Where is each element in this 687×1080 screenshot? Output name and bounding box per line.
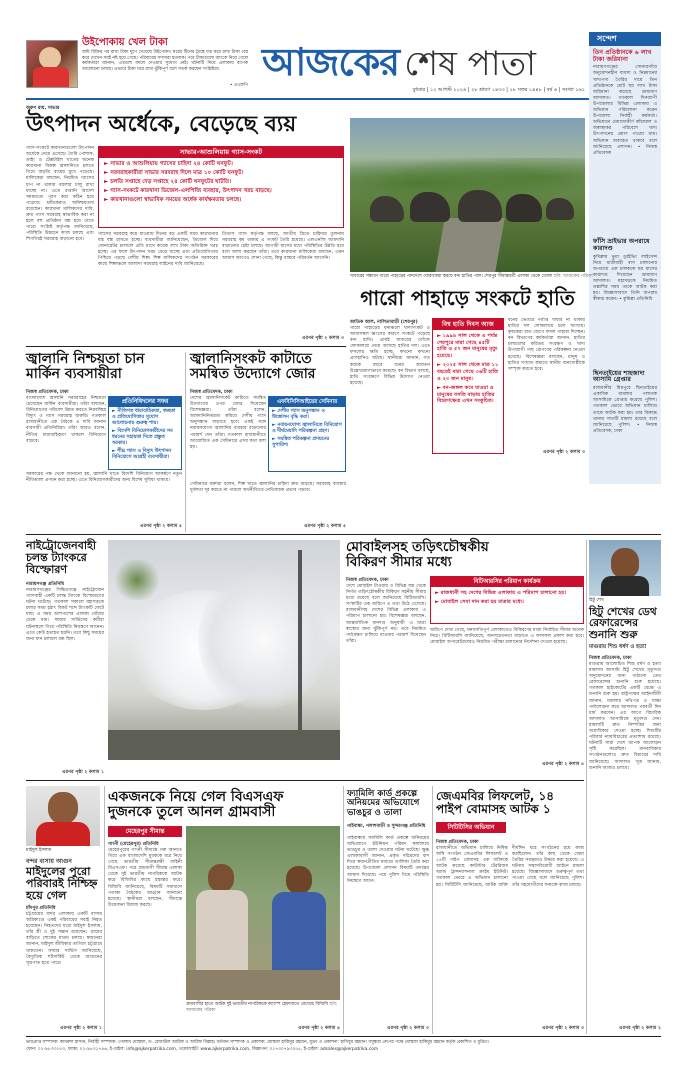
elephant-byline: আতিক আল, নালিতাবাড়ী (শেরপুর) (350, 320, 418, 325)
bsf-headline: একজনকে নিয়ে গেল বিএসএফ দুজনকে তুলে আনল গ্রামবাসী (108, 789, 284, 821)
column-rule (343, 786, 344, 1034)
elephant-body-right: বনের ভেতরে পর্যাপ্ত খাবার না থাকায় হাতির দল লোকালয়ে চলে আসছে। কৃষকেরা রাত জেগে ফসল পাহারা দিচ্ছেন। বন বিভাগের কর্মকর্তারা জানান, হাতির চলাচলের করিডর সংরক্ষণ ও খাদ্য উপযোগী গাছ রোপণের পরিকল্পনা নেওয়া হয়েছে। বিশেষজ্ঞরা বলছেন, মানুষ ও হাতির সংঘাত কমাতে স্থানীয় জনগোষ্ঠীকে সম্পৃক্ত করতে হবে। (508, 318, 585, 372)
mobile-box-list (431, 587, 583, 610)
energy2-box-item: ► দেশীয় গ্যাস অনুসন্ধান ও উত্তোলন বৃদ্ধি করা। (272, 409, 325, 420)
explosion-body: নারায়ণগঞ্জের সিদ্ধিরগঞ্জে নাইট্রোজেন গ্যাসবাহী একটি চলন্ত ট্যাংকে বিস্ফোরণের ঘটনা ঘটেছে। গতকাল সকালে মহাসড়কে চলার সময় হঠাৎ বিকট শব্দে ট্যাংকটি ফেটে যায়। এ সময় আশপাশের এলাকা ধোঁয়ায় ঢেকে যায়। ফায়ার সার্ভিসের কর্মীরা ঘটনাস্থলে গিয়ে পরিস্থিতি নিয়ন্ত্রণে আনেন। এতে কেউ হতাহত হয়নি। তবে কিছু সময়ের জন্য যান চলাচল বন্ধ ছিল। (26, 588, 104, 642)
mobile-body2: জরিপে দেখা গেছে, ঘনবসতিপূর্ণ এলাকাতেও বিকিরণের মাত্রা নির্ধারিত সীমার অনেক নিচে। বিটিআরসি জানিয়েছে, জনসচেতনতা বাড়াতে এ ফলাফল প্রকাশ করা হবে। মোবাইল অপারেটরদেরও নিয়মিত পরীক্ষা চালানোর নির্দেশনা দেওয়া হয়েছে। (430, 628, 584, 646)
energy2-box (268, 396, 346, 472)
energy2-box-list (269, 407, 345, 453)
teaser-body: জমি বিক্রির পর রাখা টাকা ঘুণে খেয়েছে উইপোকা। ঘরের টিনের ট্রাঙ্কে যত্ন করে রাখা টাকা বের করে দেখেন সবই নষ্ট হয়ে গেছে। পরিবারের সদস্যরা হতবাক। পরে টাকাগুলো ব্যাংকে নিয়ে গেলে কর্মকর্তারা জানান, এগুলো বদলে দেওয়ার সুযোগ নেই। ঘটনাটি নিয়ে এলাকায় ব্যাপক আলোচনা চলছে। এভাবে টাকা ঘরে রাখা ঝুঁকিপূর্ণ বলে সতর্ক করছেন সংশ্লিষ্টরা। (82, 50, 248, 72)
energy2-body2: সেমিনারে বক্তারা বলেন, শিল্প খাতে জ্বালানির চাহিদা দ্রুত বাড়ছে। সরবরাহ ব্যবস্থার দুর্বলতা দূর করতে না পারলে অর্থনীতিতে নেতিবাচক প্রভাব পড়বে। (190, 482, 346, 494)
divider (26, 780, 584, 781)
lead-body-left: গ্যাস-সংকটে কারখানাগুলো উৎপাদন অর্ধেকে নেমে এসেছে। তৈরি পোশাক, ডাইং ও টেক্সটাইল খাতের অনেক কারখানা বিকল্প জ্বালানিতে চলতে গিয়ে বাড়তি ব্যয়ের মুখে পড়েছে। মালিকেরা বলছেন, নিয়মিত গ্যাসের চাপ না থাকায় বয়লার চালু রাখা যাচ্ছে না। এতে রপ্তানি আদেশ সময়মতো পূরণ করা কঠিন হয়ে পড়েছে। শ্রমিকেরাও অনিশ্চয়তায় রয়েছেন। কারখানা মালিকদের দাবি, দ্রুত গ্যাস সরবরাহ স্বাভাবিক করা না হলে বহু প্রতিষ্ঠান বন্ধ হয়ে যেতে পারে। সংশ্লিষ্ট কর্তৃপক্ষ জানিয়েছে, পরিস্থিতি উন্নয়নে কাজ চলছে এবং শিগগিরই সরবরাহ বাড়ানো হবে। (26, 146, 94, 243)
mobile-box-item: ► মোবাইল সেবা দান করা হয় মাত্রার মধ্যে। (435, 598, 524, 605)
lead-continued: এরপর পৃষ্ঠা ২ কলাম ৩ (302, 336, 344, 341)
sondesh-item1-body: নারায়ণগঞ্জের সোনারগাঁয়ে অনুমোদনহীন ব্যবসা ও নিম্নমানের খাদ্যপণ্য তৈরির দায়ে তিন প্রতিষ্ঠানকে মোট ছয় লাখ টাকা জরিমানা করেছে ভ্রাম্যমাণ আদালত। গতকাল দিনব্যাপী উপজেলার বিভিন্ন এলাকায় এ অভিযান পরিচালনা করেন উপজেলা নির্বাহী কর্মকর্তা। অভিযানে মেয়াদোত্তীর্ণ কাঁচামাল ও অস্বাস্থ্যকর পরিবেশে খাদ্য উৎপাদনের প্রমাণ পাওয়া যায়। অভিযান অব্যাহত থাকবে বলে জানিয়েছে প্রশাসন। • নিজস্ব প্রতিবেদক (593, 65, 657, 156)
hitu-body: মাগুরায় আলোচিত শিশু ধর্ষণ ও হত্যা মামলায় আসামি হিটু শেখের মৃত্যুদণ্ড অনুমোদনের জন্য পাঠানো ডেথ রেফারেন্সের শুনানি শুরু হয়েছে। গতকাল হাইকোর্টের একটি বেঞ্চে এ শুনানি শুরু হয়। রাষ্ট্রপক্ষের আইনজীবী জানান, মামলার নথিপত্র ও সাক্ষ্য পর্যালোচনা করে আদালত পরবর্তী দিন ধার্য করবেন। এর আগে বিচারিক আদালত আসামিকে মৃত্যুদণ্ড দেন। মামলাটি দ্রুত নিষ্পত্তির জন্য অগ্রাধিকার দেওয়া হচ্ছে। শিশুটির পরিবার ন্যায়বিচারের প্রত্যাশায় রয়েছে। ঘটনাটি সারা দেশে ব্যাপক আলোড়ন সৃষ্টি করেছিল। মানবাধিকার সংগঠনগুলোও দ্রুত বিচারের দাবি জানিয়েছে। আদালত সূত্র জানায়, শুনানি আজও চলবে। (589, 662, 661, 771)
maidul-tag: বন্দর বাসায় আগুন (26, 858, 72, 865)
energy1-byline: নিজস্ব প্রতিবেদক, ঢাকা (26, 390, 69, 395)
bsf-body: মেহেরপুরের গাংনী সীমান্তে গরু আনতে গিয়ে এক বাংলাদেশি যুবককে ধরে নিয়ে গেছে ভারতীয় সীমান্তরক্ষী বাহিনী বিএসএফ। পরে গ্রামবাসী সীমান্ত এলাকা থেকে দুই ভারতীয় নাগরিককে আটক করে বিজিবির কাছে হস্তান্তর করে। বিজিবি জানিয়েছে, বিষয়টি সমাধানে পতাকা বৈঠকের আহ্বান জানানো হয়েছে। স্থানীয়রা বলছেন, সীমান্তে উত্তেজনা বিরাজ করছে। (108, 848, 182, 908)
hitu-continued: এরপর পৃষ্ঠা ২ কলাম ২ (619, 1026, 661, 1031)
lead-byline: অরুণ রায়, সাভার (26, 106, 60, 111)
family-byline: গাইবান্ধা, পলাশবাড়ী ও সুন্দরগঞ্জ প্রতিনিধি (347, 824, 426, 829)
masthead-rule (26, 98, 661, 100)
column-rule (104, 786, 105, 1034)
mobile-headline: মোবাইলসহ তড়িৎচৌম্বকীয় বিকিরণ সীমার মধ্যে (346, 539, 489, 570)
divider (26, 534, 661, 535)
lead-headline: উৎপাদন অর্ধেকে, বেড়েছে ব্যয় (26, 112, 297, 137)
bsf-byline: গাংনী (মেহেরপুর) প্রতিনিধি (108, 842, 159, 847)
maidul-headline: মাইদুলের পুরো পরিবারই নিশ্চিহ্ন হয়ে গেল (26, 865, 98, 902)
lead-fact-item: ► সরবরাহকারীরা সাভার সরবরাহ দিলে মাত্র ১০ কোটি ঘনফুট। (104, 170, 244, 176)
energy1-box-item: ► নীতিগত ধারাবাহিকতা, স্বচ্ছতা ও প্রতিযোগিতার সুযোগ আলোচনায় গুরুত্ব পায়। (112, 409, 176, 426)
sondesh-item1-title: তিন প্রতিষ্ঠানকে ৬ লাখ টাকা জরিমানা (593, 49, 652, 63)
lead-fact-item: ► সাভার ও আশুলিয়ায় গ্যাসের চাহিদা ২৪ কোটি ঘনফুট। (104, 161, 233, 167)
hitu-byline: নিজস্ব প্রতিবেদক, ঢাকা (589, 656, 632, 661)
sondesh-item2-title: ফাঁসি ভ্রাইভার অপরাধে কারাদণ্ড (593, 238, 650, 253)
lead-fact-item: ► গ্যাস-সংকটে কারখানা ডিজেল-এলপিজি ব্যবহার, উৎপাদন খরচ বাড়ছে। (104, 188, 272, 194)
elephant-day-list (433, 330, 503, 410)
mobile-box (430, 576, 584, 624)
explosion-photo (108, 540, 340, 760)
elephant-day-item: ► ২০২৫ সাল থেকে মাত্র ১১ বছরেই মারা গেছে ৩৬টি হাতি ও ২৩ জন মানুষ। (437, 362, 499, 382)
logo-left: আজকের (262, 40, 400, 84)
lead-factbox-list (99, 158, 343, 209)
maidul-body: চট্টগ্রামের বন্দর এলাকায় একটি বাসায় অগ্নিকাণ্ডে একই পরিবারের সবাই নিহত হয়েছেন। নিহতদের মধ্যে মাইদুল ইসলাম, তাঁর স্ত্রী ও দুই সন্তান রয়েছেন। গ্রামের বাড়িতে শোকের মাতম চলছে। স্বজনেরা জানান, মাইদুল জীবিকার তাগিদে চট্টগ্রামে থাকতেন। ফায়ার সার্ভিস জানিয়েছে, বৈদ্যুতিক শর্টসার্কিট থেকে আগুনের সূত্রপাত হতে পারে। (26, 912, 102, 966)
sondesh-item3-body: রাজধানীর মিরপুরে ছিনতাইয়ের একাধিক মামলার পলাতক আসামিকে গ্রেপ্তার করেছে পুলিশ। গতকাল ভোরে অভিযান চালিয়ে তাকে আটক করা হয়। তার বিরুদ্ধে থানায় সাতটি মামলা রয়েছে বলে জানিয়েছে পুলিশ। • নিজস্ব প্রতিবেদক, ঢাকা (593, 386, 657, 434)
explosion-headline: নাইট্রোজেনবাহী চলন্ত ট্যাংকরে বিস্ফোরণ (26, 539, 96, 576)
hitu-photo-label: হিটু শেখ (589, 598, 604, 603)
explosion-continued: এরপর পৃষ্ঠা ২ কলাম ১ (62, 770, 104, 775)
energy1-box (108, 396, 182, 470)
maidul-photo (26, 786, 100, 846)
logo-right: শেষ পাতা (404, 44, 536, 84)
energy1-box-list (109, 407, 181, 465)
elephant-day-box (432, 318, 504, 454)
jmb-continued: এরপর পৃষ্ঠা ২ কলাম ৩ (542, 1026, 584, 1031)
lead-factbox-title: সাভার-আশুলিয়ায় গ্যাস-সংকট (99, 147, 343, 158)
column-rule (185, 352, 186, 532)
lead-factbox (98, 146, 344, 228)
sondesh-column (589, 32, 661, 484)
energy1-box-title: প্রতিনিধিদলের সফর (109, 397, 181, 407)
teaser-signature: • এএফপি (229, 83, 248, 88)
masthead-logo (262, 33, 582, 83)
mobile-body: দেশে মোবাইল টাওয়ার ও বিভিন্ন যন্ত্র থেকে নির্গত তড়িৎচৌম্বকীয় বিকিরণ সহনীয় সীমার মধ্যে রয়েছে বলে জানিয়েছে বিটিআরসি। সংস্থাটির এক জরিপে এ তথ্য উঠে এসেছে। রাজধানীসহ দেশের বিভিন্ন এলাকায় এ পরিমাপ চালানো হয়। বিশেষজ্ঞরা বলছেন, আন্তর্জাতিক মানদণ্ড অনুযায়ী এ মাত্রা স্বাস্থ্যের জন্য ঝুঁকিপূর্ণ নয়। তবে নিয়মিত পর্যবেক্ষণ চালিয়ে যাওয়ার পরামর্শ দিয়েছেন তাঁরা। (346, 584, 426, 644)
elephant-caption: খাবারের সন্ধানে গারো পাহাড়ের পাদদেশে ঘোরাফেরা করছে বন্য হাতির পাল। শেরপুর সীমান্তবর্তী এলাকা থেকে তোলা ছবি: আজকের পত্রিকা (350, 274, 593, 279)
mobile-byline: নিজস্ব প্রতিবেদক, ঢাকা (346, 578, 389, 583)
elephant-day-item: ► বন-জঙ্গল কমে যাওয়া ও মানুষের বসতি বাড়ায় হাতির বিচরণক্ষেত্র এখন সংকুচিত। (437, 385, 495, 405)
maidul-photo-label: মাইদুল ইসলাম (26, 848, 52, 853)
bsf-tag: মেহেরপুর সীমান্ত (108, 826, 182, 837)
maidul-byline: চাঁদপুর প্রতিনিধি (26, 906, 56, 911)
energy2-byline: নিজস্ব প্রতিবেদক, ঢাকা (190, 390, 233, 395)
energy1-body2: সরকারের পক্ষ থেকে জানানো হয়, জ্বালানি খাতে বিদেশি বিনিয়োগ আকর্ষণে নতুন নীতিমালা প্রণয়ন করা হচ্ছে। এতে বিনিয়োগকারীদের জন্য বিশেষ সুবিধা থাকবে। (26, 472, 182, 484)
dateline: বুধবার | ১২ আগস্ট ২০২৬ | ২৮ শ্রাবণ ১৪৩৩ | ২৮ সফর ১৪৪৮ | বর্ষ ৬ | সংখ্যা ১৬২ (412, 87, 585, 93)
mobile-box-title: বিটিআরসির পরিমাপ কার্যক্রম (431, 577, 583, 587)
bsf-photo (186, 826, 340, 1000)
mobile-box-item: ► রাজধানী সহ দেশের বিভিন্ন এলাকায় এ পরিমাপ চালানো হয়। (435, 590, 567, 596)
footer-rule (26, 1036, 661, 1037)
column-rule (586, 540, 587, 1034)
maidul-continued: এরপর পৃষ্ঠা ২ কলাম ১ (60, 1026, 102, 1031)
energy2-box-item: ► সমন্বিত পরিকল্পনা প্রণয়নের সুপারিশ। (272, 437, 330, 448)
energy2-box-title: এফবিসিসিআইয়ের সেমিনার (269, 397, 345, 407)
lead-fact-item: ► কারখানাগুলো স্বাভাবিক সময়ের অর্ধেক কার্যক্ষমতায় চলছে। (104, 197, 242, 203)
explosion-byline: নারায়ণগঞ্জ প্রতিনিধি (26, 582, 65, 587)
elephant-day-title: বিশ্ব হাতি দিবস আজ (433, 319, 503, 330)
divider (26, 346, 346, 347)
family-headline: ফ্যামিলি কার্ড প্রকল্পে অনিয়মের অভিযোগে ভাঙচুর ও তালা (347, 789, 420, 818)
lead-body-mid: গ্যাসের সরবরাহ কমে যাওয়ায় দিনের বড় একটি সময় কারখানার যন্ত্র বন্ধ রাখতে হচ্ছে। ব্যবসায়ীরা জানিয়েছেন, ডিজেল দিয়ে জেনারেটর চালালে প্রতি মাসে কয়েক লাখ টাকা অতিরিক্ত খরচ হচ্ছে। এর ফলে উৎপাদন খরচ বেড়ে যাচ্ছে এবং প্রতিযোগিতায় পিছিয়ে পড়ছে দেশীয় শিল্প। শিল্প মালিকদের সংগঠন সরকারের কাছে শিল্পাঞ্চলে আলাদা সরবরাহ লাইনের দাবি জানিয়েছে। (98, 232, 218, 268)
family-body: গাইবান্ধায় ফ্যামিলি কার্ড প্রকল্পে অনিয়মের অভিযোগে ইউনিয়ন পরিষদ কার্যালয়ে ভাঙচুর ও তালা দেওয়ার ঘটনা ঘটেছে। ক্ষুব্ধ এলাকাবাসী জানান, প্রকৃত দরিদ্রদের বাদ দিয়ে স্বজনপ্রীতির মাধ্যমে তালিকা তৈরি করা হয়েছে। উপজেলা প্রশাসন বিষয়টি তদন্তের আশ্বাস দিয়েছে। পরে পুলিশ গিয়ে পরিস্থিতি নিয়ন্ত্রণে আনে। (347, 836, 429, 884)
elephant-headline: গারো পাহাড়ে সংকটে হাতি (360, 286, 575, 310)
column-rule (432, 786, 433, 1034)
jmb-tag: সিটিটিসির অভিযান (436, 822, 506, 833)
jmb-byline: নিজস্ব প্রতিবেদক, ঢাকা (436, 840, 479, 845)
bsf-continued: এরপর পৃষ্ঠা ২ কলাম ৪ (298, 1026, 340, 1031)
hitu-sub: মাগুরায় শিশু ধর্ষণ ও হত্যা (589, 644, 647, 650)
jmb-body: রাজধানীতে অভিযান চালিয়ে নিষিদ্ধ জঙ্গি সংগঠন জেএমবির লিফলেট ও ১৪টি পাইপ বোমাসহ এক ব্যক্তিকে আটক করেছে কাউন্টার টেররিজম অ্যান্ড ট্রান্সন্যাশনাল ক্রাইম ইউনিট। গতকাল ভোরে এ অভিযান চালানো হয়। সিটিটিসি জানিয়েছে, আটক ব্যক্তি দীর্ঘদিন ধরে সংগঠনের হয়ে কাজ করছিলেন। তাঁর কাছ থেকে বোমা তৈরির সরঞ্জামও উদ্ধার করা হয়েছে। এ ঘটনায় সন্ত্রাসবিরোধী আইনে মামলা হয়েছে। জিজ্ঞাসাবাদে গুরুত্বপূর্ণ তথ্য পাওয়া গেছে বলে জানিয়েছে পুলিশ। তাঁর সহযোগীদের শনাক্তে কাজ চলছে। (436, 846, 584, 888)
family-continued: এরপর পৃষ্ঠা ২ কলাম ৩ (387, 1026, 429, 1031)
energy1-box-item: ► বিদেশি বিনিয়োগকারীদের সব ধরনের সহায়তা দিতে প্রস্তুত সরকার। (112, 429, 173, 446)
energy1-headline: জ্বালানি নিশ্চয়তা চান মার্কিন ব্যবসায়ীরা (26, 351, 145, 383)
energy1-body: বাংলাদেশে জ্বালানি সরবরাহের নিশ্চয়তা চেয়েছেন মার্কিন ব্যবসায়ীরা। তাঁরা বলছেন, বিনিয়োগের পরিবেশ উন্নত করতে নিরবচ্ছিন্ন বিদ্যুৎ ও গ্যাস সরবরাহ জরুরি। গতকাল রাজধানীতে এক বৈঠকে এ দাবি জানান ব্যবসায়ী প্রতিনিধিরা। তাঁরা আরও বলেন, নীতির ধারাবাহিকতা থাকলে বিনিয়োগ বাড়বে। (26, 396, 106, 444)
energy2-body: দেশের জ্বালানিসংকট কাটাতে সমন্বিত উদ্যোগের ওপর জোর দিয়েছেন বিশেষজ্ঞরা। তাঁরা বলেন, আমদানিনির্ভরতা কমিয়ে দেশীয় গ্যাস অনুসন্ধান বাড়াতে হবে। একই সঙ্গে নবায়নযোগ্য জ্বালানির ব্যবহার বাড়ানোর পরামর্শ দেন তাঁরা। গতকাল রাজধানীতে আয়োজিত এক সেমিনারে এসব কথা বলা হয়। (190, 396, 266, 450)
footer-imprint: ভারপ্রাপ্ত সম্পাদক: কামরুল হাসান, নির্বাহী সম্পাদক: গোলাম মোস্তফা, ড. রেজাউল আরিফ ও আরিফ বিল্লাহ। বর্তমান সম্পাদক ও প্রকাশক: মোস্তফা হাকিমুর রহমান, মুদ্রণ ও প্রকাশনা: হাসিবুর রহমান। বসুন্ধরা গ্রুপের পক্ষে মোস্তফা হাকিমুর রহমান কর্তৃক প্রকাশিত ও মুদ্রিত। (26, 1040, 489, 1045)
elephant-continued: এরপর পৃষ্ঠা ২ কলাম ৩ (543, 450, 585, 455)
elephant-day-item: ► ১৯৯৪ সাল থেকে এ পর্যন্ত শেরপুরে মারা গেছে ৪৫টি হাতি ও ৫৭ জন মানুষের মৃত্যু হয়েছে। (437, 333, 498, 359)
teaser-photo (26, 40, 78, 88)
teaser-title: উইপোকায় খেল টাকা (82, 37, 168, 48)
energy2-continued: এরপর পৃষ্ঠা ২ কলাম ৫ (304, 524, 346, 529)
lead-body-right: তিতাস গ্যাস কর্তৃপক্ষ বলছে, জাতীয় গ্রিডে চাহিদার তুলনায় সরবরাহ কম থাকায় এ সংকট তৈরি হয়েছে। এলএনজি আমদানি বাড়ানোর চেষ্টা চলছে। আগামী মাসের মধ্যে পরিস্থিতির উন্নতি হবে বলে আশা করছেন তাঁরা। তবে কারখানা মালিকেরা বলছেন, এমন আশ্বাস আগেও শোনা গেছে, কিন্তু বাস্তবে পরিবর্তন আসেনি। (222, 232, 344, 262)
bsf-caption: গ্রামবাসীর হাতে আটক দুই ভারতীয় নাগরিককে ক্যাম্পে হেফাজতে রেখেছে বিজিবি ছবি: আজকের পত্রিকা (186, 1002, 338, 1013)
jmb-headline: জেএমবির লিফলেট, ১৪ পাইপ বোমাসহ আটক ১ (436, 789, 555, 816)
elephant-body-left: গারো পাহাড়ের বনাঞ্চলে খাদ্যসংকট ও আবাসস্থল ধ্বংসের কারণে সংকটে পড়েছে বন্য হাতি। প্রায়ই খাবারের খোঁজে লোকালয়ে নেমে আসছে হাতির দল। এতে ফসলের ক্ষতি হচ্ছে, কখনো কখনো প্রাণহানিও ঘটছে। স্থানীয়রা জানান, গত কয়েক বছরে বনের আয়তন উল্লেখযোগ্যভাবে কমেছে। বন বিভাগ বলছে, হাতি সংরক্ষণে বিভিন্ন উদ্যোগ নেওয়া হয়েছে। (350, 326, 430, 386)
mobile-continued: এরপর পৃষ্ঠা ২ কলাম ৪ (542, 762, 584, 767)
energy2-box-item: ► নবায়নযোগ্য জ্বালানিতে বিনিয়োগ ও দীর্ঘমেয়াদি পরিকল্পনা গ্রহণ। (272, 423, 342, 434)
elephant-photo (350, 118, 585, 272)
sondesh-label: সন্দেশ (589, 32, 661, 46)
energy1-box-item: ► শীঘ্র গ্যাস ও বিদ্যুৎ উৎপাদন বিনিয়োগে আগ্রহী ব্যবসায়ীরা। (112, 449, 172, 460)
sondesh-item2-body: কুমিল্লায় ভুয়া ড্রাইভিং লাইসেন্স নিয়ে যাত্রীবাহী বাস চালানোর অপরাধে এক চালককে ছয় মাসের কারাদণ্ড দিয়েছেন ভ্রাম্যমাণ আদালত। মহাসড়কে নিয়মিত তল্লাশির সময় তাকে আটক করা হয়। জিজ্ঞাসাবাদে তিনি অপরাধ স্বীকার করেন। • কুমিল্লা প্রতিনিধি (593, 254, 657, 303)
lead-fact-item: ► চলতি সপ্তাহে দেড় সপ্তাহে ২৪ কোটি ঘনফুটের ঘাটতি। (104, 179, 232, 185)
hitu-headline: হিটু শেখের ডেথ রেফারেন্সের শুনানি শুরু (589, 606, 657, 641)
energy1-continued: এরপর পৃষ্ঠা ২ কলাম ৫ (140, 524, 182, 529)
footer-contact: ফোন: ০২-৯৮৩৩১৫৩, ফ্যাক্স: ০২-৯৮৩১৭৪৬, ই-মেইল: info@ajkerpatrika.com, ওয়েবসাইট: www.ajkerpatrika.com, বিজ্ঞাপন: ০১৭৩০৭৯৩০৫৫, ই-মেইল: adsales@ajkerpatrika.com (26, 1047, 379, 1052)
hitu-photo (589, 540, 661, 596)
sondesh-item3-title: ছিনতাইয়ের শাহজাদা আসামি গ্রেপ্তার (593, 369, 645, 384)
energy2-headline: জ্বালানিসংকট কাটাতে সমন্বিত উদ্যোগে জোর (190, 351, 316, 383)
